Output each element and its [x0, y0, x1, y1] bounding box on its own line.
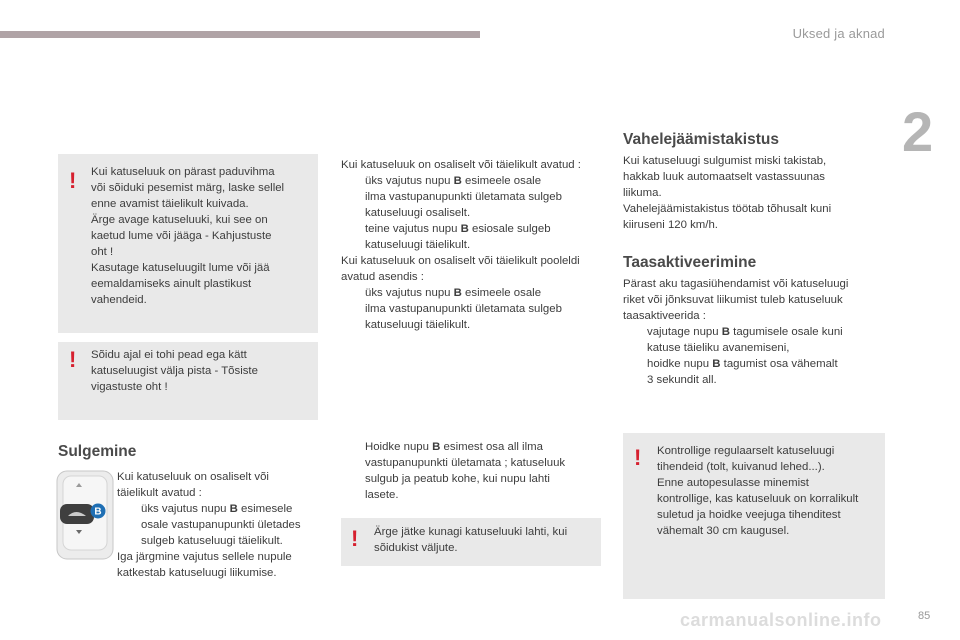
- text-line: kiiruseni 120 km/h.: [623, 219, 718, 231]
- text-line: avatud asendis :: [341, 271, 424, 283]
- bullet-item: Hoidke nupu B esimest osa all ilma vastupanupunkti ületamata ; katuseluuk sulgub ja peatub kohe, kui nupu lahti lasete.: [341, 439, 606, 503]
- text-line: Enne autopesulasse minemist: [657, 477, 809, 489]
- text-line: Kui katuseluuk on osaliselt või täielikult avatud :: [341, 159, 581, 171]
- text-line: või sõiduki pesemist märg, laske sellel: [91, 182, 285, 194]
- text-line: Kui katuseluuk on osaliselt või: [117, 471, 269, 483]
- text-line: katuseluugist välja pista - Tõsiste: [91, 365, 258, 377]
- text-line: riket või jõnksuvat liikumist tuleb katuseluuk: [623, 294, 843, 306]
- text-line: vähemalt 30 cm kaugusel.: [657, 525, 790, 537]
- text-line: Vahelejäämistakistus töötab tõhusalt kuni: [623, 203, 832, 215]
- warning-icon: !: [351, 526, 359, 551]
- text-line: taasaktiveerida :: [623, 310, 706, 322]
- bullet-icon: [623, 324, 647, 356]
- text-line: Sõidu ajal ei tohi pead ega kätt: [91, 349, 247, 361]
- page-number: 85: [918, 610, 931, 622]
- text-line: eemaldamiseks ainult plastikust: [91, 278, 252, 290]
- bullet-item: teine vajutus nupu B esiosale sulgeb katuseluugi täielikult.: [341, 221, 606, 253]
- bullet-icon: [341, 439, 365, 503]
- text-line: Kui katuseluugi sulgumist miski takistab,: [623, 155, 827, 167]
- text-line: Kontrollige regulaarselt katuseluugi: [657, 445, 835, 457]
- closing-text: [117, 469, 322, 581]
- text-line: Ärge jätke kunagi katuseluuki lahti, kui: [374, 526, 568, 538]
- bullet-item: üks vajutus nupu B esimesele osale vastupanupunkti ületades sulgeb katuseluugi täielikult.: [117, 501, 322, 549]
- text-line: hakkab luuk automaatselt vastassuunas: [623, 171, 825, 183]
- warning-text-head-out: [91, 347, 313, 395]
- text-line: kaetud lume või jääga - Kahjustuste: [91, 230, 272, 242]
- text-line: Iga järgmine vajutus sellele nupule: [117, 551, 292, 563]
- bullet-icon: [623, 356, 647, 388]
- text-line: Pärast aku tagasiühendamist või katuseluugi: [623, 278, 849, 290]
- text-line: oht !: [91, 246, 114, 258]
- warning-text-wet-sunroof: [91, 164, 313, 308]
- reactivation-text: [623, 276, 888, 388]
- text-line: sõidukist väljute.: [374, 542, 458, 554]
- header-accent-bar: [0, 31, 480, 38]
- text-line: kontrollige, kas katuseluuk on korralikult: [657, 493, 859, 505]
- text-line: vahendeid.: [91, 294, 147, 306]
- text-line: Kasutage katuseluugilt lume või jää: [91, 262, 270, 274]
- bullet-icon: [341, 173, 365, 221]
- text-line: liikuma.: [623, 187, 662, 199]
- bullet-icon: [341, 285, 365, 333]
- text-line: katkestab katuseluugi liikumise.: [117, 567, 277, 579]
- bullet-icon: [117, 501, 141, 549]
- bullet-item: üks vajutus nupu B esimeele osale ilma vastupanupunkti ületamata sulgeb katuseluugi osaliselt.: [341, 173, 606, 221]
- anti-pinch-text: [623, 153, 888, 233]
- warning-icon: !: [634, 445, 642, 470]
- middle-hold-button-text: [341, 439, 606, 503]
- text-line: suletud ja hoidke veejuga tihenditest: [657, 509, 841, 521]
- warning-icon: !: [69, 168, 77, 193]
- chapter-number: 2: [902, 100, 934, 163]
- middle-column-text: [341, 157, 606, 333]
- warning-text-seals: [657, 443, 883, 539]
- section-title-closing: Sulgemine: [58, 443, 137, 460]
- bullet-item: vajutage nupu B tagumisele osale kuni katuse täieliku avanemiseni,: [623, 324, 888, 356]
- warning-icon: !: [69, 347, 77, 372]
- chapter-title: Uksed ja aknad: [792, 26, 885, 41]
- button-b-label: B: [94, 506, 102, 518]
- text-line: enne avamist täielikult kuivada.: [91, 198, 249, 210]
- text-line: vigastuste oht !: [91, 381, 168, 393]
- text-line: tihendeid (tolt, kuivanud lehed...).: [657, 461, 825, 473]
- bullet-icon: [341, 221, 365, 253]
- section-title-anti-pinch: Vahelejäämistakistus: [623, 131, 779, 148]
- text-line: Ärge avage katuseluuki, kui see on: [91, 214, 268, 226]
- section-title-reactivation: Taasaktiveerimine: [623, 254, 757, 271]
- watermark-text: carmanualsonline.info: [680, 610, 882, 630]
- bullet-item: hoidke nupu B tagumist osa vähemalt 3 sekundit all.: [623, 356, 888, 388]
- warning-text-leave-open: [374, 524, 596, 556]
- bullet-item: üks vajutus nupu B esimeele osale ilma vastupanupunkti ületamata sulgeb katuseluugi täielikult.: [341, 285, 606, 333]
- text-line: Kui katuseluuk on osaliselt või täielikult pooleldi: [341, 255, 580, 267]
- text-line: täielikult avatud :: [117, 487, 202, 499]
- text-line: Kui katuseluuk on pärast paduvihma: [91, 166, 275, 178]
- sunroof-switch-illustration: [56, 470, 116, 562]
